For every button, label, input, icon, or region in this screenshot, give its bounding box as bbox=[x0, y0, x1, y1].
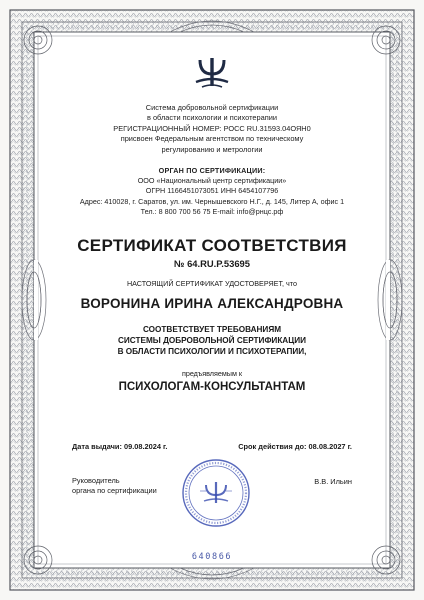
organ-heading: ОРГАН ПО СЕРТИФИКАЦИИ: bbox=[158, 166, 266, 175]
certification-body-info bbox=[0, 166, 424, 217]
issue-date: Дата выдачи: 09.08.2024 г. bbox=[72, 442, 168, 451]
certificate-number: № 64.RU.P.53695 bbox=[174, 258, 250, 269]
conformity-line: В ОБЛАСТИ ПСИХОЛОГИИ И ПСИХОТЕРАПИИ, bbox=[117, 346, 307, 356]
serial-number: 640866 bbox=[191, 552, 233, 562]
registry-line: регулированию и метрологии bbox=[161, 144, 263, 154]
organ-address: Адрес: 410028, г. Саратов, ул. им. Чернышевского Н.Г., д. 145, Литер А, офис 1 bbox=[79, 196, 345, 206]
organ-registration: ОГРН 1166451073051 ИНН 6454107796 bbox=[145, 186, 279, 196]
registration-number: РЕГИСТРАЦИОННЫЙ НОМЕР: РОСС RU.31593.04ОЯН0 bbox=[113, 123, 311, 133]
conformity-line: СИСТЕМЫ ДОБРОВОЛЬНОЙ СЕРТИФИКАЦИИ bbox=[118, 335, 306, 345]
registry-line: в области психологии и психотерапии bbox=[146, 113, 278, 123]
certifies-text: НАСТОЯЩИЙ СЕРТИФИКАТ УДОСТОВЕРЯЕТ, что bbox=[126, 279, 298, 288]
registry-line: Система добровольной сертификации bbox=[145, 103, 279, 112]
valid-until-date: Срок действия до: 08.08.2027 г. bbox=[238, 442, 352, 451]
signatory-role bbox=[72, 476, 157, 496]
conformity-statement bbox=[0, 325, 424, 357]
certification-system-info bbox=[0, 103, 424, 155]
organ-name: ООО «Национальный центр сертификации» bbox=[137, 176, 287, 186]
registry-line: присвоен Федеральным агентством по техническому bbox=[120, 134, 304, 144]
psi-emblem-icon bbox=[192, 56, 232, 90]
signatory-name: В.В. Ильин bbox=[314, 477, 352, 486]
holder-name: ВОРОНИНА ИРИНА АЛЕКСАНДРОВНА bbox=[80, 296, 344, 311]
presented-text: предъявляемым к bbox=[181, 369, 243, 378]
organ-contacts: Тел.: 8 800 700 56 75 E-mail: info@рнцс.рф bbox=[140, 206, 284, 216]
conformity-line: СООТВЕТСТВУЕТ ТРЕБОВАНИЯМ bbox=[142, 325, 282, 334]
signatory-role-line: органа по сертификации bbox=[72, 486, 157, 496]
profession: ПСИХОЛОГАМ-КОНСУЛЬТАНТАМ bbox=[118, 381, 306, 393]
certificate-title: СЕРТИФИКАТ СООТВЕТСТВИЯ bbox=[77, 236, 347, 255]
signatory-role-line: Руководитель bbox=[72, 476, 120, 485]
stamp-seal-icon bbox=[180, 457, 252, 529]
